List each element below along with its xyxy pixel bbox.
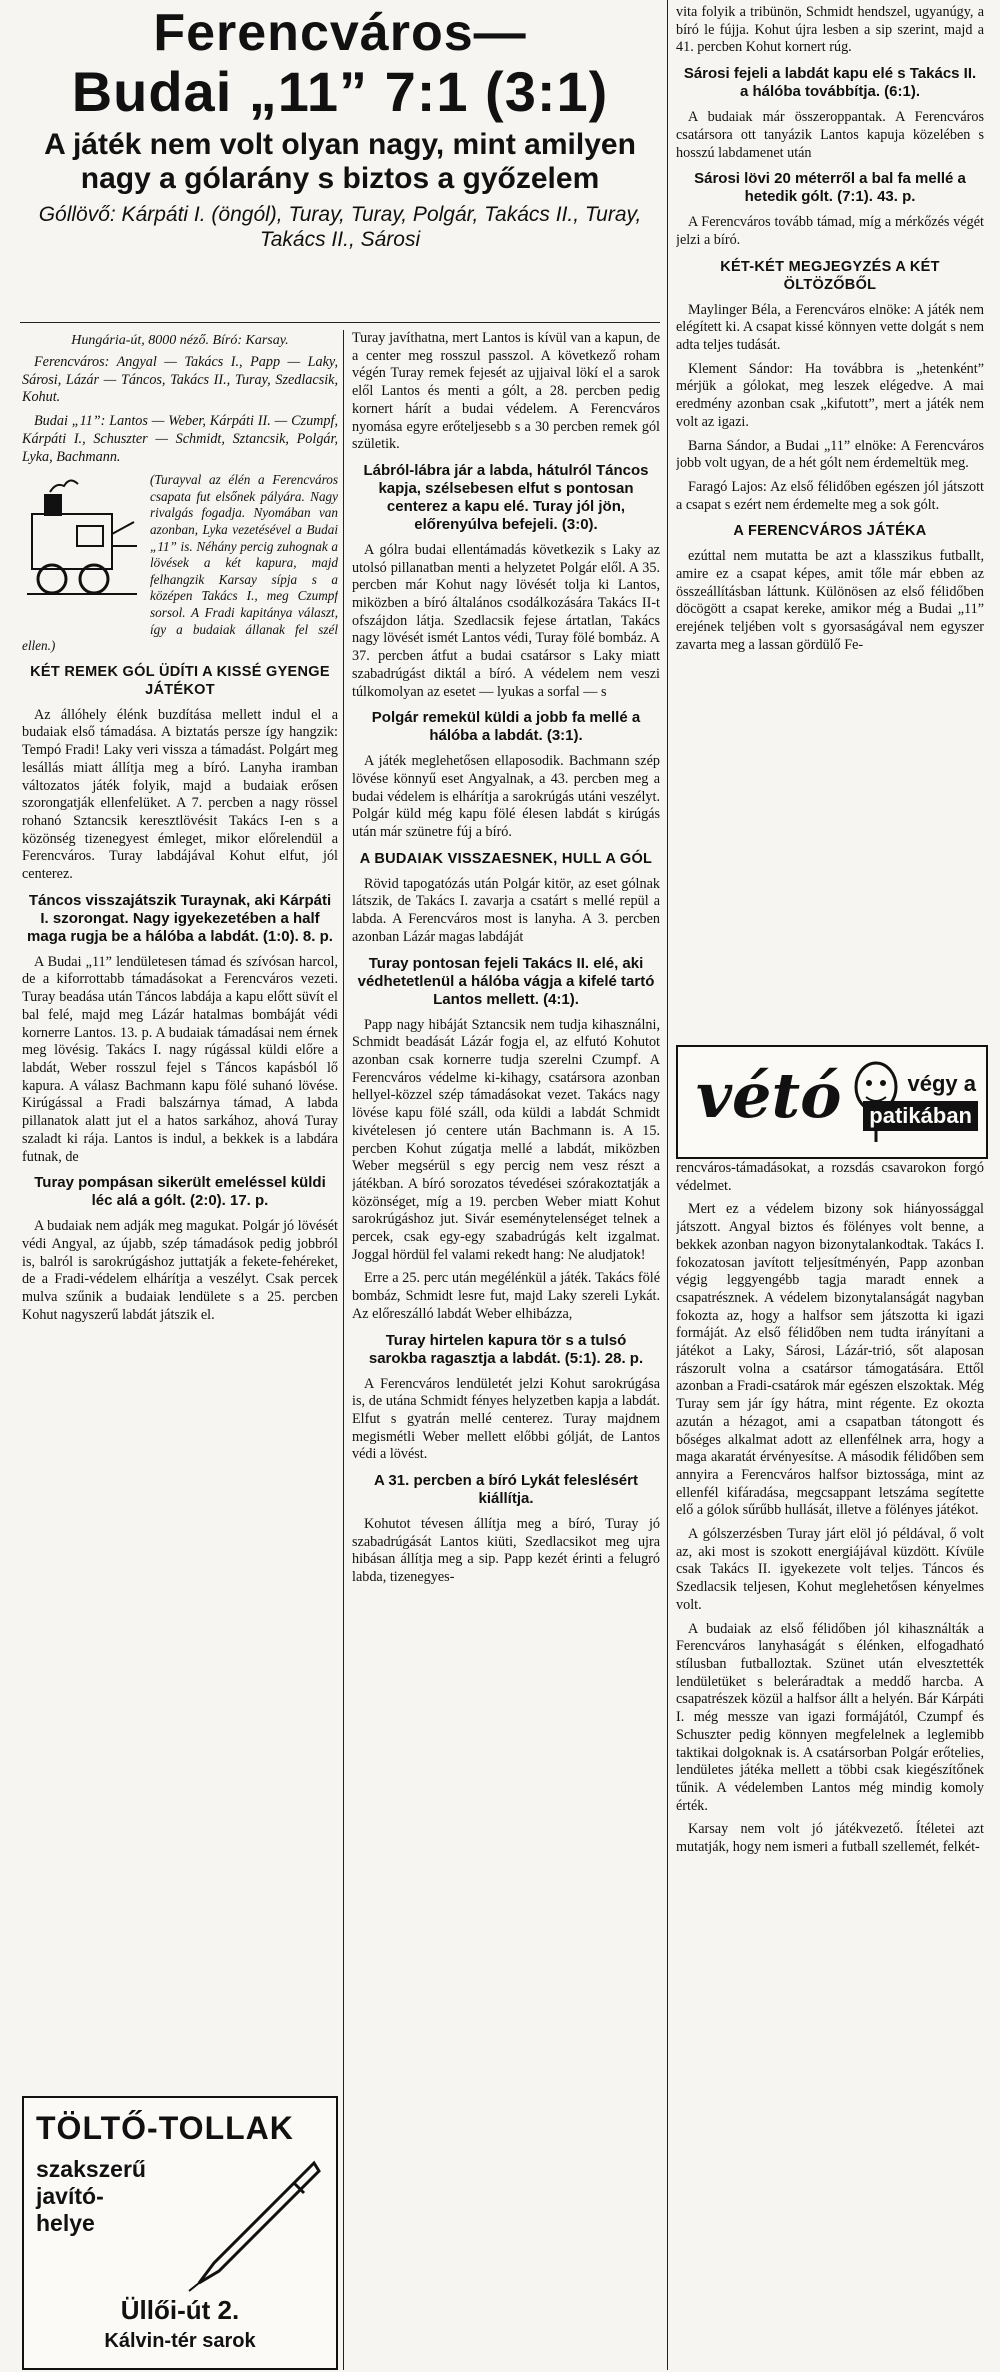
paragraph-mid-2: A gólra budai ellentámadás következik s Laky az utolsó pillanatban menti a helyzetet Polgár elől. A 35. percben már Kohut nagy lövését tolja ki Lantos, miközben a bíró általános csodálkozására Takács II-t ofszájdon látja. Szedlacsik fejese ártatlan, Takács nagy lövését ismét Lantos védi, Turay fölé bombáz. A 37. percben átfut a budai csatársor s Laky miatt szabadrúgást diktál a bíró. A védelem nem veszi túlkomolyan az esetet — lyukas a sorfal — s (352, 541, 660, 700)
paragraph-right-1: vita folyik a tribünön, Schmidt hendszel, ugyanúgy, a bíró le fújja. Kohut újra lesben a sip szerint, majd a 41. percben Kohut kornert rúg. (676, 4, 984, 56)
paragraph-right-10: Mert ez a védelem bizony sok hiányossággal játszott. Angyal biztos és fölényes volt benne, a bekkek azonban nagyon bizonytalankodtak. Takács I. fokozatosan javított teljesítményén, Papp azonban végig leggyengébb tagja maradt ennek a csapatrésznek. A védelem bizonytalanságát nagyban fokozta az, hogy a halfsor sem játszotta ki igazi formáját. Az első félidőben nem tudta irányítani a játékot a Laky, Sárosi, Lázár-trió, sőt alaposan rászorult volna a csatársor támogatására. Ettől azonban a Fradi-csatárok már egészen elszoktak. Még Turay sem jár így hátra, mint régente. Ez okozta azután a hézagot, ami a csapatban tátongott és bőséges alkalmat adott az ellenfélnek arra, hogy a maga akaratát érvényesítse. A második félidőben sem annyira a Ferencváros halfsor biztossága, mint az ellenfél kifáradása, megcsappant letszáma segítette elő a gólok sűrűbb hullását, illetve a fölényes játékot. (676, 1201, 984, 1519)
paragraph-mid-6: Erre a 25. perc után megélénkül a játék. Takács fölé bombáz, Schmidt lesre fut, majd Laky szereli Lykát. Az előreszálló labdát Weber elhibázza, (352, 1270, 660, 1322)
cartoon-illustration (22, 474, 142, 624)
column-right-bottom (676, 1160, 984, 2368)
subhead-right-4: A FERENCVÁROS JÁTÉKA (733, 523, 927, 540)
subhead-left-2: Táncos visszajátszik Turaynak, aki Kárpáti I. szorongat. Nagy igyekezetében a half maga rugja be a hálóba a labdát. (1:0). 8. p. (27, 891, 333, 945)
column-rule-left (343, 330, 344, 2370)
ad-pen-line2: javító- (36, 2183, 104, 2209)
paragraph-left-1: Az állóhely élénk buzdítása mellett indul el a budaiak első támadása. A biztatás persze így hangzik: Tempó Fradi! Laky veri vissza a támadást. Polgárt meg lesállás miatt állítja meg a bíró. Lanyha iramban változatos játék folyik, majd a budaiak erősen szorongatják ellenfelüket. A 7. percben a nagy rössel rohanó Sztancsik keresztlövésit Takács I-en s a közönség tizenegyest émleget, mikor előrelendül a Ferencváros. Turay labdájával Kohut elfut, jól centerez. (22, 706, 338, 883)
headline-deck: A játék nem volt olyan nagy, mint amilyen nagy a gólarány s biztos a győzelem (44, 128, 636, 195)
headline-title-line1: Ferencváros— (153, 4, 527, 62)
subhead-mid-3: A BUDAIAK VISSZAESNEK, HULL A GÓL (359, 850, 653, 867)
subhead-mid-6: A 31. percben a bíró Lykát feleslésért kiállítja. (373, 1472, 638, 1508)
ad-veto-line2: patikában (863, 1101, 978, 1131)
subhead-left-3: Turay pompásan sikerült emeléssel küldi léc alá a gólt. (2:0). 17. p. (34, 1174, 326, 1210)
paragraph-mid-1: Turay javíthatna, mert Lantos is kívül van a kapun, de a center meg rosszul passzol. A következő roham végén Turay remek fejesét az ujjaival lökí el a sarok elől Lantos és menti a gólt, a 28. percben pedig kornert hárít a budai védelem. A Ferencváros nyomása egyre erőteljesebb s a 30 percben remek gól születik. (352, 330, 660, 453)
match-venue: Hungária-út, 8000 néző. Bíró: Karsay. (71, 333, 289, 348)
locomotive-cartoon-icon (22, 474, 142, 624)
ad-pen-line1: szakszerű (36, 2156, 146, 2182)
column-middle (352, 330, 660, 2370)
advertisement-pens (22, 2096, 338, 2370)
subhead-mid-2: Polgár remekül küldi a jobb fa mellé a hálóba a labdát. (3:1). (371, 709, 641, 745)
paragraph-mid-4: Rövid tapogatózás után Polgár kitör, az eset gólnak látszik, de Takács I. zavarja a csatárt s mellé repül a labda. A Ferencváros most is lanyha. A 3. percben azonban Lázár magas labdáját (352, 875, 660, 945)
column-left (22, 332, 338, 2090)
paragraph-left-2: A Budai „11” lendületesen támad és szívósan harcol, de a kiforrottabb támadásokat a Ferencváros vezeti. Turay beadása után Táncos labdája a kapu előtt süvít el bal felé, majd meg Lázár hatalmas bombáját védi kornerre Lantos. 13. p. A budaiak támadásai nem érnek meg lövésig. Takács I. nagy rúgással küldi előre a labdát, Weber rosszul fejel s Táncos kapásból lő kapura. A válasz Bachmann kapu fölé suhanó lövése. Kirúgással a Fradi balszárnya támad, A labda pillanatok alatt jut el a hatos sarkához, ahová Turay szaladt ki rája. Lantos is indul, a bekkek is a labdára futnak, de (22, 953, 338, 1165)
ad-pen-address1: Üllői-út 2. (120, 2295, 240, 2325)
ad-pen-title: TÖLTŐ-TOLLAK (36, 2110, 294, 2146)
column-right-top (676, 4, 984, 1040)
headline-scorers: Góllövő: Kárpáti I. (öngól), Turay, Turay, Polgár, Takács II., Turay, Takács II., Sárosi (38, 203, 642, 251)
headline-title-line2: Budai „11” 7:1 (3:1) (71, 60, 609, 123)
paragraph-right-4: Maylinger Béla, a Ferencváros elnöke: A játék nem elégített ki. A csapat kissé könnyen vette dolgát s nem adta teljes tudását. (676, 301, 984, 354)
paragraph-right-3: A Ferencváros tovább támad, míg a mérkőzés végét jelzi a bíró. (676, 214, 984, 248)
ad-veto-brand: vétó (696, 1059, 842, 1132)
paragraph-right-5: Klement Sándor: Ha továbbra is „hetenként” mérjük a gólokat, meg leszek elégedve. A mai eredmény azonban csak „kifutott”, mert a játék nem volt az igazi. (676, 360, 984, 430)
paragraph-right-9: rencváros-támadásokat, a rozsdás csavarokon forgó védelmet. (676, 1160, 984, 1194)
ad-pen-line3: helye (36, 2210, 95, 2236)
fountain-pen-icon (174, 2153, 324, 2293)
paragraph-mid-3: A játék meglehetősen ellaposodik. Bachmann szép lövése könnyű eset Angyalnak, a 43. percben meg a budai védelem is elhárítja a sarokrúgás utáni veszélyt. Polgár küld még kapu fölé élesen labdát s kirúgás után már szünetre fúj a bíró. (352, 753, 660, 841)
paragraph-right-8: ezúttal nem mutatta be azt a klasszikus futballt, amire ez a csapat képes, amit tőle már ebben az összeállításban láttunk. Különösen az első félidőben döcögött a csapat kereke, amikor még a Budai „11” erejének teljében volt s gyorsaságával nem egyszer zavarta meg a lassan gördülő Fe- (676, 548, 984, 653)
paragraph-right-13: Karsay nem volt jó játékvezető. Ítéletei azt mutatják, hogy nem ismeri a futball szellemét, felkét- (676, 1821, 984, 1856)
paragraph-right-7: Faragó Lajos: Az első félidőben egészen jól játszott a csapat s ezért nem érdemelte meg a sok gólt. (676, 478, 984, 513)
subhead-mid-1: Lábról-lábra jár a labda, hátulról Táncos kapja, szélsebesen elfut s pontosan centerez a kapu elé. Turay jól jön, előrenyúlva befejeli. (3:0). (363, 461, 649, 533)
advertisement-veto (676, 1045, 988, 1159)
subhead-right-2: Sárosi lövi 20 méterről a bal fa mellé a hetedik gólt. (7:1). 43. p. (694, 170, 966, 206)
lineup-budai: Budai „11”: Lantos — Weber, Kárpáti II. — Czumpf, Kárpáti I., Schuszter — Schmidt, Sztancsik, Polgár, Lyka, Bachmann. (22, 413, 338, 465)
paragraph-right-2: A budaiak már összeroppantak. A Ferencváros csatársora ott tanyázik Lantos kapuja közelében s hosszú labdamenet után (676, 109, 984, 161)
paragraph-mid-7: A Ferencváros lendületét jelzi Kohut sarokrúgása is, de utána Schmidt fényes helyzetben kapja a labdát. Elfut s gyatrán mellé centerez. Turay majdnem megismétli Weber mellett előbbi gólját, de Lantos védi a lövést. (352, 1375, 660, 1463)
match-intro: (Turayval az élén a Ferencváros csapata fut elsőnek pályára. Nagy rivalgás fogadja. Nyomában van azonban, Lyka vezetésével a Budai „11” is. Néhány percig zuhognak a lövések a két kapura, majd felhangzik Karsay sípja s a középen Takács I., meg Czumpf sorsol. A Fradi kapitánya választ, így a budaiak állanak fel szél ellen.) (22, 472, 338, 654)
paragraph-right-6: Barna Sándor, a Budai „11” elnöke: A Ferencváros jobb volt ugyan, de a hét gólt nem érdemeltük meg. (676, 437, 984, 472)
paragraph-mid-5: Papp nagy hibáját Sztancsik nem tudja kihasználni, Schmidt beadását Lázár fogja el, az elfutó Kohutot azonban csak kornerre tudja szerelni Czumpf. A Ferencváros védelme ki-kihagy, csatársora azonban hellyel-közzel szép támadásokat vezet. Takács nagy lövése kapu fölé száll, oda küldi a labdát Schmidt kivételesen jó centere után Bachmann is. A 15. percben Kohut zúgatja mellé a labdát, miközben Weber megsérül s egy percig nem vesz részt a játékban. A bíró sorozatos tévedései szórakoztatják a közönséget, míg a 19. percben Weber miatt Kohut sarokrúgáshoz jut. Sivár eseménytelenséget telnek a percek, csak egy-egy szabadrúgás kelt izgalmat. Joggal hördül fel valami rekedt hang: Ne aludjatok! (352, 1016, 660, 1263)
paragraph-right-12: A budaiak az első félidőben jól kihasználták a Ferencváros lanyhaságát s élénken, elfogadható stílusban futballoztak. Szünet után elvesztették lendületüket s beleráradtak a meddő harcba. A csapatrészek közül a halfsor állt a helyén. Bár Kárpáti I. még messze van igazi formájától, Czumpf és Schuszter pedig könnyen megfelelnek a leglemibb taktikai dolgoknak is. A csatársorban Polgár erőtelies, lendületes játéka mellett a többi csak kiegészítőnek tűnik. A védelemben Lantos még mindig komoly érték. (676, 1620, 984, 1814)
column-rule-right (667, 0, 668, 2370)
paragraph-mid-8: Kohutot tévesen állítja meg a bíró, Turay jó szabadrúgását Lantos kiüti, Szedlacsikot meg ujra hibásan állítja meg a sip. Papp kezét érinti a felugró labda, tizenegyes- (352, 1516, 660, 1586)
subhead-right-3: KÉT-KÉT MEGJEGYZÉS A KÉT ÖLTÖZŐBŐL (720, 258, 940, 293)
subhead-left-1: KÉT REMEK GÓL ÜDÍTI A KISSÉ GYENGE JÁTÉKOT (30, 663, 330, 698)
headline-block (20, 0, 660, 325)
subhead-mid-4: Turay pontosan fejeli Takács II. elé, aki védhetetlenül a hálóba vágja a kifelé tartó Lantos mellett. (4:1). (357, 954, 655, 1008)
lineup-ferencvaros: Ferencváros: Angyal — Takács I., Papp — Laky, Sárosi, Lázár — Táncos, Takács II., Turay, Szedlacsik, Kohut. (22, 354, 338, 406)
paragraph-right-11: A gólszerzésben Turay járt elöl jó példával, ő volt az, aki most is szokott energiájával küzdött. Kívüle csak Takács II. igyekezete volt teljes. Táncos és Szedlacsik teljesen, Kohut meglehetősen kényelmes volt. (676, 1526, 984, 1613)
subhead-mid-5: Turay hirtelen kapura tör s a tulsó sarokba ragasztja a labdát. (5:1). 28. p. (368, 1331, 644, 1367)
ad-veto-line1: végy a (907, 1071, 976, 1096)
ad-pen-address2: Kálvin-tér sarok (104, 2330, 256, 2352)
subhead-right-1: Sárosi fejeli a labdát kapu elé s Takács II. a hálóba továbbítja. (6:1). (683, 65, 977, 101)
paragraph-left-3: A budaiak nem adják meg magukat. Polgár jó lövését védi Angyal, az újabb, szép támadások pedig jobbról is, balról is sarokrúgáshoz juttatják a fekete-fehéreket, de a Fradi-védelem elhárítja a veszélyt. Csak percek mulva szűnik a budaiak lendülete s a 25. percben Kohut nagyszerű labdát játszik el. (22, 1218, 338, 1323)
